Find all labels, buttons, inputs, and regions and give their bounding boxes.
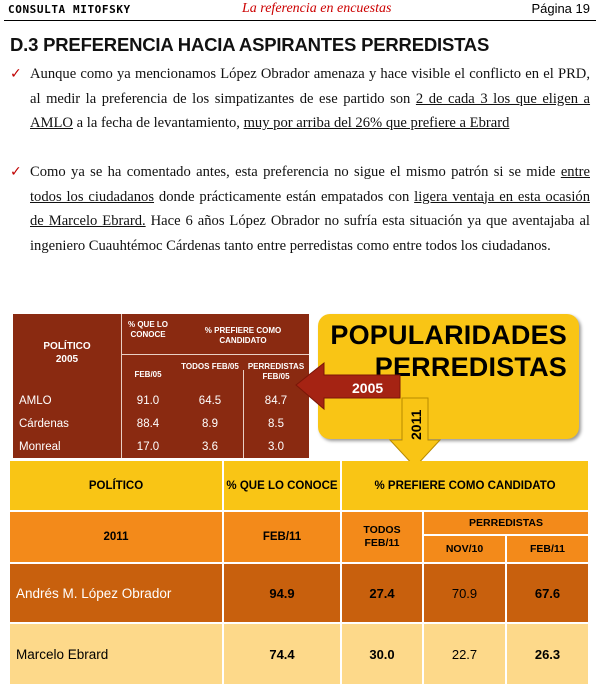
t05-row-name: Monreal <box>19 441 61 453</box>
t11-sub-nov: NOV/10 <box>424 536 505 562</box>
t11-row-nov: 70.9 <box>424 564 505 622</box>
t05-row-todos: 3.6 <box>202 441 218 453</box>
check-icon: ✓ <box>10 164 22 180</box>
t11-header-politico: POLÍTICO <box>10 461 222 510</box>
t05-row-name: AMLO <box>19 395 52 407</box>
table-2011 <box>10 461 588 686</box>
t11-row-name: Marcelo Ebrard <box>10 624 222 684</box>
t05-row-perr: 84.7 <box>264 395 288 407</box>
t11-header-conoce: % QUE LO CONOCE <box>224 461 340 510</box>
header-tagline: La referencia en encuestas <box>242 1 392 16</box>
t05-row-conoce: 88.4 <box>136 418 160 430</box>
t11-header-prefiere: % PREFIERE COMO CANDIDATO <box>342 461 588 510</box>
t05-header-conoce: % QUE LO CONOCE <box>127 320 168 339</box>
popularidades-title-line1: POPULARIDADES <box>330 320 567 350</box>
check-icon: ✓ <box>10 66 22 82</box>
t11-row-feb: 67.6 <box>507 564 588 622</box>
t05-row-todos: 64.5 <box>198 395 222 407</box>
t11-row-name: Andrés M. López Obrador <box>10 564 222 622</box>
t05-row-name: Cárdenas <box>19 418 69 430</box>
t05-sub-conoce: FEB/05 <box>134 370 162 379</box>
t11-row-conoce: 94.9 <box>224 564 340 622</box>
left-arrow-icon <box>296 363 400 409</box>
bullet-1-text: Aunque como ya mencionamos López Obrador amenaza y hace visible el conflicto en el PRD, al medir la preferencia de los simpatizantes de ese partido son 2 de cada 3 los que eligen a AMLO a la fecha de levantamiento, muy por arriba del 26% que prefiere a Ebrard <box>30 66 591 131</box>
page-number: Página 19 <box>531 1 590 16</box>
t05-row-conoce: 91.0 <box>136 395 160 407</box>
t11-sub-feb: FEB/11 <box>224 512 340 562</box>
t11-row-feb: 26.3 <box>507 624 588 684</box>
t05-row-perr: 8.5 <box>268 418 284 430</box>
t11-sub-year: 2011 <box>10 512 222 562</box>
t11-sub-todos: TODOS FEB/11 <box>342 512 422 562</box>
t11-row-conoce: 74.4 <box>224 624 340 684</box>
t05-row-todos: 8.9 <box>202 418 218 430</box>
t05-header-politico: POLÍTICO 2005 <box>43 341 91 365</box>
t11-row-todos: 27.4 <box>342 564 422 622</box>
t05-sub-perredistas: PERREDISTAS FEB/05 <box>247 362 305 381</box>
popularidades-title-line2: PERREDISTAS <box>374 352 567 382</box>
header-brand: CONSULTA MITOFSKY <box>8 3 131 16</box>
section-title: D.3 PREFERENCIA HACIA ASPIRANTES PERREDISTAS <box>10 34 490 55</box>
t11-sub-perredistas: PERREDISTAS <box>424 512 588 535</box>
arrow-label-2011: 2011 <box>408 409 424 440</box>
t11-sub-feb2: FEB/11 <box>507 536 588 562</box>
arrow-label-2005: 2005 <box>352 380 384 396</box>
bullet-2-text: Como ya se ha comentado antes, esta preferencia no sigue el mismo patrón si se mide entre todos los ciudadanos donde prácticamente están empatados con ligera ventaja en esta ocasión de Marcelo Ebrard. Hace 6 años López Obrador no sufría esta situación ya que aventajaba al ingeniero Cuauhtémoc Cárdenas tanto entre perredistas como entre todos los ciudadanos. <box>30 164 590 254</box>
t05-header-prefiere: % PREFIERE COMO CANDIDATO <box>204 326 282 345</box>
t11-row-nov: 22.7 <box>424 624 505 684</box>
t05-row-conoce: 17.0 <box>136 441 160 453</box>
t05-row-perr: 3.0 <box>268 441 284 453</box>
t05-sub-todos: TODOS FEB/05 <box>181 362 239 371</box>
t11-row-todos: 30.0 <box>342 624 422 684</box>
